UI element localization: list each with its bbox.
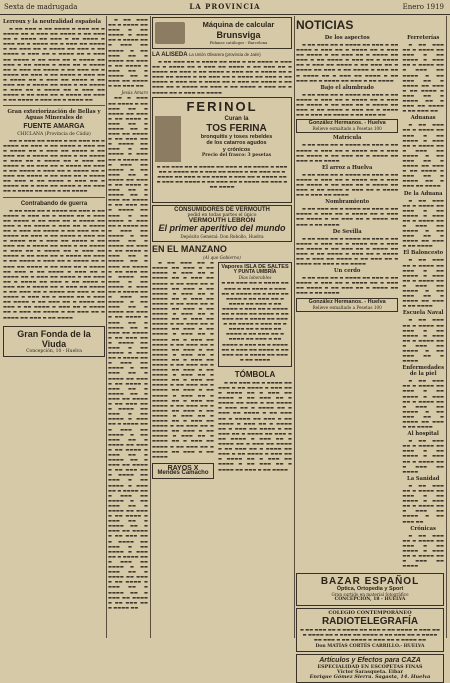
column-1	[3, 17, 105, 638]
ad-ferinol-line5: y crónicos	[222, 146, 251, 153]
column-rule	[294, 16, 295, 638]
body-text: ▬ ▬▬ ▬▬▬ ▬▬ ▬ ▬▬▬▬ ▬▬ ▬▬▬ ▬ ▬▬ ▬▬▬▬ ▬ ▬▬▬ ▬▬ ▬ ▬▬▬▬ ▬▬ ▬ ▬▬▬ ▬▬ ▬▬▬▬ ▬ ▬▬ ▬▬▬ ▬▬ ▬ ▬▬▬▬ ▬▬ ▬▬▬ ▬ ▬▬ ▬▬▬▬ ▬ ▬▬▬ ▬▬ ▬ ▬▬▬▬ ▬▬ ▬ ▬▬▬ ▬▬ ▬▬▬▬ ▬ ▬▬ ▬▬▬ ▬▬ ▬ ▬▬▬▬ ▬▬ ▬▬▬ ▬ ▬▬ ▬▬▬▬ ▬ ▬▬▬ ▬▬ ▬ ▬▬▬▬ ▬▬ ▬ ▬▬▬ ▬▬ ▬▬▬▬ ▬ ▬▬ ▬▬▬ ▬▬ ▬ ▬▬▬▬ ▬▬ ▬▬▬ ▬ ▬▬ ▬▬▬▬ ▬ ▬▬▬ ▬▬ ▬ ▬▬▬▬ ▬▬ ▬ ▬▬▬ ▬▬ ▬▬▬▬ ▬ ▬▬ ▬▬▬ ▬▬ ▬ ▬▬▬▬ ▬▬ ▬▬▬ ▬ ▬▬ ▬▬▬▬ ▬ ▬▬▬ ▬▬ ▬ ▬▬▬▬ ▬▬ ▬ ▬▬▬ ▬▬ ▬▬▬▬ ▬ ▬▬ ▬▬▬ ▬▬ ▬ ▬▬▬▬ ▬▬ ▬▬▬ ▬ ▬▬ ▬▬▬▬ ▬ ▬▬▬ ▬▬ ▬ ▬▬▬▬ ▬▬ ▬ ▬▬▬ ▬▬ ▬▬▬▬ ▬ ▬▬ ▬▬▬ ▬▬ ▬ ▬▬▬▬ ▬▬ ▬▬▬ ▬ ▬▬ ▬▬▬▬ ▬ ▬▬▬ ▬▬ ▬ ▬▬▬▬ ▬▬ ▬ ▬▬▬ ▬▬ ▬▬▬▬ ▬ ▬▬ ▬▬▬ ▬▬ ▬ ▬▬▬▬ ▬▬ ▬▬▬ ▬ ▬▬ ▬▬▬▬ ▬ ▬▬▬ ▬▬ ▬ ▬▬▬▬ ▬▬ ▬ ▬▬▬ ▬▬ ▬▬▬▬ ▬ ▬▬ ▬▬▬ ▬▬ ▬ ▬▬▬▬ ▬▬ ▬▬▬ ▬ ▬▬ ▬▬▬▬ ▬ ▬▬▬ ▬▬ ▬ ▬▬▬▬ ▬▬ ▬ ▬▬▬ ▬▬ ▬▬▬▬ ▬ ▬▬ ▬▬▬ ▬▬ ▬ ▬▬▬▬ ▬▬ ▬▬▬ ▬ ▬▬ ▬▬▬▬	[3, 207, 105, 320]
noticia-heading: De la Aduana	[403, 190, 443, 197]
ad-brunsviga	[152, 17, 292, 49]
subhead-manzano: (Al que Gobierno)	[203, 255, 241, 261]
byline: Jesús Amaro	[121, 90, 148, 96]
noticia-heading: La Sanidad	[407, 475, 440, 482]
ad-brunsviga-title: Máquina de calcular	[202, 20, 275, 30]
subhead-chiclana: CHICLANA (Provincia de Cádiz)	[17, 132, 91, 138]
body-text: ▬ ▬▬ ▬▬▬ ▬▬ ▬ ▬▬▬▬ ▬▬ ▬▬▬ ▬ ▬▬ ▬▬▬▬ ▬ ▬▬▬ ▬▬ ▬ ▬▬▬▬ ▬▬ ▬ ▬▬▬ ▬▬ ▬▬▬▬ ▬ ▬▬ ▬▬▬ ▬▬ ▬ ▬▬▬▬ ▬▬ ▬▬▬ ▬ ▬▬ ▬▬▬▬	[402, 378, 444, 430]
ad-gonzalez-name: González Hermanos. - Huelva	[308, 120, 386, 127]
noticia-heading: Bajo el alumbrado	[320, 84, 374, 91]
body-text: ▬ ▬▬ ▬▬▬ ▬▬ ▬ ▬▬▬▬ ▬▬ ▬▬▬ ▬ ▬▬ ▬▬▬▬ ▬ ▬▬▬ ▬▬ ▬ ▬▬▬▬ ▬▬ ▬ ▬▬▬ ▬▬ ▬▬▬▬ ▬ ▬▬ ▬▬▬ ▬▬ ▬ ▬▬▬▬ ▬▬ ▬▬▬ ▬ ▬▬ ▬▬▬▬ ▬ ▬▬▬ ▬▬ ▬ ▬▬▬▬ ▬▬ ▬ ▬▬▬ ▬▬ ▬▬▬▬ ▬ ▬▬ ▬▬▬ ▬▬	[296, 91, 399, 118]
noticia-heading: Enfermedades de la piel	[402, 365, 444, 378]
ad-caza-title: Artículos y Efectos para CAZA	[319, 657, 421, 664]
noticia-heading: De Sevilla	[332, 228, 362, 235]
body-text: ▬ ▬▬ ▬▬▬ ▬▬ ▬ ▬▬▬▬ ▬▬ ▬▬▬ ▬ ▬▬ ▬▬▬▬ ▬ ▬▬▬ ▬▬ ▬ ▬▬▬▬ ▬▬ ▬ ▬▬▬ ▬▬ ▬▬▬▬	[402, 532, 444, 569]
ad-vermouth-tagline: El primer aperitivo del mundo	[158, 222, 286, 233]
column-rule	[106, 16, 107, 638]
body-text: ▬▬ ▬ ▬▬▬ ▬▬ ▬▬▬▬ ▬ ▬▬ ▬▬▬ ▬▬ ▬ ▬▬▬▬ ▬▬ ▬▬▬ ▬ ▬▬ ▬▬▬▬ ▬ ▬▬▬ ▬▬ ▬ ▬▬▬▬ ▬▬ ▬ ▬▬▬ ▬▬ ▬▬▬▬ ▬ ▬▬ ▬▬▬ ▬▬ ▬ ▬▬▬▬ ▬▬ ▬▬▬ ▬ ▬▬ ▬▬▬▬ ▬ ▬▬▬ ▬▬ ▬ ▬▬▬▬ ▬▬ ▬ ▬▬▬ ▬▬ ▬▬▬▬ ▬ ▬▬ ▬▬▬ ▬▬ ▬ ▬▬▬▬ ▬▬ ▬▬▬ ▬ ▬▬ ▬▬▬▬ ▬ ▬▬▬ ▬▬ ▬ ▬▬▬▬ ▬▬ ▬ ▬▬▬ ▬▬ ▬▬▬▬ ▬ ▬▬ ▬▬▬ ▬▬ ▬ ▬▬▬▬ ▬▬ ▬▬▬ ▬ ▬▬ ▬▬▬▬ ▬ ▬▬▬ ▬▬ ▬ ▬▬▬▬ ▬▬ ▬ ▬▬▬ ▬▬ ▬▬▬▬ ▬ ▬▬ ▬▬▬ ▬▬ ▬ ▬▬▬▬ ▬▬ ▬▬▬ ▬ ▬▬ ▬▬▬▬	[3, 137, 105, 194]
ad-colegio-head: COLEGIO CONTEMPORÁNEO	[328, 609, 412, 616]
ad-bazar-line2: Gran surtido en material fotográfico	[331, 592, 409, 598]
body-text: ▬ ▬▬ ▬▬▬ ▬▬ ▬ ▬▬▬▬ ▬▬ ▬▬▬ ▬ ▬▬ ▬▬▬▬ ▬ ▬▬▬ ▬▬ ▬ ▬▬▬▬ ▬▬ ▬ ▬▬▬ ▬▬ ▬▬▬▬ ▬ ▬▬ ▬▬▬ ▬▬ ▬ ▬▬▬▬ ▬▬ ▬▬▬ ▬ ▬▬ ▬▬▬▬	[296, 275, 399, 296]
ad-gonzalez-name: González Hermanos. - Huelva	[308, 298, 386, 305]
body-text: ▬ ▬▬ ▬▬▬ ▬▬ ▬ ▬▬▬▬ ▬▬ ▬▬▬ ▬ ▬▬ ▬▬▬▬ ▬ ▬▬▬ ▬▬ ▬ ▬▬▬▬ ▬▬ ▬ ▬▬▬ ▬▬ ▬▬▬▬ ▬ ▬▬ ▬▬▬ ▬▬ ▬ ▬▬▬▬ ▬▬ ▬▬▬ ▬ ▬▬ ▬▬▬▬ ▬ ▬▬▬ ▬▬ ▬ ▬▬▬▬ ▬▬ ▬ ▬▬▬ ▬▬ ▬▬▬▬ ▬ ▬▬ ▬▬▬ ▬▬ ▬ ▬▬▬▬ ▬▬ ▬▬▬ ▬ ▬▬ ▬▬▬▬ ▬ ▬▬▬ ▬▬ ▬ ▬▬▬▬ ▬▬ ▬ ▬▬▬ ▬▬ ▬▬▬▬ ▬ ▬▬ ▬▬▬ ▬▬ ▬ ▬▬▬▬ ▬▬ ▬▬▬ ▬ ▬▬ ▬▬▬▬ ▬ ▬▬▬ ▬▬ ▬ ▬▬▬▬ ▬▬ ▬ ▬▬▬ ▬▬ ▬▬▬▬ ▬ ▬▬ ▬▬▬ ▬▬ ▬ ▬▬▬▬ ▬▬ ▬▬▬ ▬ ▬▬ ▬▬▬▬	[221, 280, 289, 362]
ad-caza-line3: Enrique Gómez Sierra. Sagasta, 14. Huelva	[309, 674, 431, 681]
body-text: ▬ ▬▬ ▬▬▬ ▬▬ ▬ ▬▬▬▬ ▬▬ ▬▬▬ ▬ ▬▬ ▬▬▬▬ ▬ ▬▬▬ ▬▬ ▬ ▬▬▬▬ ▬▬ ▬ ▬▬▬ ▬▬ ▬▬▬▬ ▬ ▬▬ ▬▬▬ ▬▬ ▬ ▬▬▬▬ ▬▬ ▬▬▬ ▬ ▬▬ ▬▬▬▬	[402, 257, 444, 309]
ad-vermouth-line1: pedid en todas partes el único	[187, 212, 257, 218]
headline-noticias: NOTICIAS	[296, 18, 354, 32]
ad-ferinol-line1: Curan la	[224, 115, 249, 122]
ad-vermouth	[152, 205, 292, 242]
headline-contrabando: Contrabando de guerra	[20, 200, 88, 207]
ad-bazar-espanol	[296, 573, 444, 605]
noticia-heading: El arroz a Huelva	[322, 164, 373, 171]
ad-vapores-note: Días laborables	[238, 275, 272, 281]
ad-vermouth-foot: Depósito General: Don Rebollo, Huelva	[180, 233, 264, 239]
ad-ferinol	[152, 97, 292, 203]
calculator-illustration	[155, 22, 185, 44]
right-heading: El Baloncesto	[403, 250, 444, 257]
divider	[3, 105, 105, 106]
body-text: ▬▬ ▬ ▬▬▬ ▬▬ ▬▬▬▬ ▬ ▬▬ ▬▬▬ ▬▬ ▬ ▬▬▬▬ ▬▬ ▬▬▬ ▬ ▬▬ ▬▬▬▬ ▬ ▬▬▬ ▬▬ ▬ ▬▬▬▬ ▬▬ ▬ ▬▬▬ ▬▬ ▬▬▬▬ ▬ ▬▬ ▬▬▬ ▬▬ ▬ ▬▬▬▬ ▬▬ ▬▬▬ ▬ ▬▬ ▬▬▬▬ ▬ ▬▬▬ ▬▬ ▬ ▬▬▬▬ ▬▬ ▬ ▬▬▬ ▬▬ ▬▬▬▬ ▬ ▬▬ ▬▬▬ ▬▬ ▬ ▬▬▬▬ ▬▬ ▬▬▬ ▬ ▬▬ ▬▬▬▬ ▬ ▬▬▬ ▬▬ ▬ ▬▬▬▬ ▬▬ ▬ ▬▬▬ ▬▬ ▬▬▬▬ ▬ ▬▬ ▬▬▬ ▬▬ ▬ ▬▬▬▬ ▬▬ ▬▬▬ ▬ ▬▬ ▬▬▬▬ ▬ ▬▬▬ ▬▬ ▬ ▬▬▬▬ ▬▬ ▬ ▬▬▬ ▬▬ ▬▬▬▬ ▬ ▬▬ ▬▬▬ ▬▬ ▬ ▬▬▬▬ ▬▬ ▬▬▬ ▬ ▬▬ ▬▬▬▬ ▬ ▬▬▬ ▬▬ ▬ ▬▬▬▬ ▬▬ ▬ ▬▬▬ ▬▬ ▬▬▬▬ ▬ ▬▬ ▬▬▬ ▬▬ ▬ ▬▬▬▬ ▬▬ ▬▬▬ ▬ ▬▬ ▬▬▬▬ ▬ ▬▬▬ ▬▬ ▬ ▬▬▬▬ ▬▬ ▬ ▬▬▬ ▬▬ ▬▬▬▬ ▬ ▬▬ ▬▬▬ ▬▬ ▬ ▬▬▬▬ ▬▬ ▬▬▬ ▬ ▬▬ ▬▬▬▬ ▬ ▬▬▬ ▬▬ ▬ ▬▬▬▬ ▬▬ ▬ ▬▬▬ ▬▬ ▬▬▬▬ ▬ ▬▬ ▬▬▬ ▬▬ ▬ ▬▬▬▬ ▬▬ ▬▬▬ ▬ ▬▬ ▬▬▬▬ ▬ ▬▬▬ ▬▬ ▬ ▬▬▬▬ ▬▬ ▬ ▬▬▬ ▬▬ ▬▬▬▬ ▬ ▬▬ ▬▬▬ ▬▬ ▬ ▬▬▬▬ ▬▬ ▬▬▬ ▬ ▬▬ ▬▬▬▬ ▬ ▬▬▬ ▬▬ ▬ ▬▬▬▬ ▬▬ ▬ ▬▬▬ ▬▬ ▬▬▬▬ ▬ ▬▬ ▬▬▬ ▬▬ ▬ ▬▬▬▬ ▬▬ ▬▬▬ ▬ ▬▬ ▬▬▬▬ ▬ ▬▬▬ ▬▬ ▬ ▬▬▬▬ ▬▬ ▬ ▬▬▬ ▬▬ ▬▬▬▬ ▬ ▬▬ ▬▬▬ ▬▬ ▬ ▬▬▬▬ ▬▬ ▬▬▬ ▬ ▬▬ ▬▬▬▬ ▬ ▬▬▬ ▬▬ ▬ ▬▬▬▬ ▬▬ ▬ ▬▬▬ ▬▬ ▬▬▬▬ ▬ ▬▬ ▬▬▬ ▬▬ ▬ ▬▬▬▬ ▬▬ ▬▬▬ ▬ ▬▬ ▬▬▬▬ ▬ ▬▬▬ ▬▬ ▬ ▬▬▬▬ ▬▬ ▬ ▬▬▬ ▬▬ ▬▬▬▬ ▬ ▬▬ ▬▬▬ ▬▬ ▬ ▬▬▬▬ ▬▬ ▬▬▬ ▬ ▬▬ ▬▬▬▬ ▬ ▬▬▬ ▬▬ ▬ ▬▬▬▬ ▬▬ ▬ ▬▬▬ ▬▬ ▬▬▬▬ ▬ ▬▬ ▬▬▬ ▬▬ ▬ ▬▬▬▬ ▬▬ ▬▬▬ ▬ ▬▬ ▬▬▬▬ ▬ ▬▬▬ ▬▬ ▬ ▬▬▬▬ ▬▬ ▬ ▬▬▬ ▬▬ ▬▬▬▬ ▬ ▬▬ ▬▬▬ ▬▬ ▬ ▬▬▬▬ ▬▬ ▬▬▬ ▬ ▬▬ ▬▬▬▬ ▬ ▬▬▬ ▬▬ ▬ ▬▬▬▬ ▬▬ ▬ ▬▬▬ ▬▬ ▬▬▬▬ ▬ ▬▬ ▬▬▬ ▬▬ ▬ ▬▬▬▬ ▬▬	[108, 95, 148, 610]
body-text: ▬ ▬▬ ▬▬▬ ▬▬ ▬ ▬▬▬▬ ▬▬ ▬▬▬ ▬ ▬▬ ▬▬▬▬ ▬ ▬▬▬ ▬▬ ▬ ▬▬▬▬ ▬▬ ▬ ▬▬▬ ▬▬ ▬▬▬▬ ▬ ▬▬ ▬▬▬ ▬▬ ▬ ▬▬▬▬ ▬▬ ▬▬▬ ▬ ▬▬ ▬▬▬▬	[296, 142, 399, 163]
aliseda-title: LA ALISEDA	[152, 52, 188, 58]
ad-gran-fonda-sub: Concepción, 10 - Huelva	[26, 348, 82, 354]
ad-bazar-line3: CONCEPCIÓN, 18 - HUELVA	[334, 597, 406, 603]
headline-tombola: TÓMBOLA	[234, 369, 276, 379]
body-text: ▬ ▬▬ ▬▬▬ ▬▬ ▬ ▬▬▬▬ ▬▬ ▬▬▬ ▬ ▬▬ ▬▬▬▬ ▬ ▬▬▬ ▬▬ ▬ ▬▬▬▬ ▬▬ ▬ ▬▬▬ ▬▬ ▬▬▬▬ ▬ ▬▬ ▬▬▬ ▬▬ ▬ ▬▬▬▬ ▬▬ ▬▬▬ ▬ ▬▬ ▬▬▬▬ ▬ ▬▬▬ ▬▬ ▬ ▬▬▬▬ ▬▬ ▬ ▬▬▬ ▬▬ ▬▬▬▬ ▬ ▬▬ ▬▬▬ ▬▬ ▬ ▬▬▬▬ ▬▬ ▬▬▬ ▬ ▬▬ ▬▬▬▬ ▬ ▬▬▬ ▬▬ ▬ ▬▬▬▬ ▬▬ ▬ ▬▬▬ ▬▬ ▬▬▬▬ ▬ ▬▬ ▬▬▬ ▬▬ ▬ ▬▬▬▬ ▬▬ ▬▬▬ ▬ ▬▬ ▬▬▬▬ ▬ ▬▬▬ ▬▬ ▬ ▬▬▬▬ ▬▬ ▬ ▬▬▬ ▬▬ ▬▬▬▬ ▬ ▬▬ ▬▬▬ ▬▬ ▬ ▬▬▬▬ ▬▬ ▬▬▬ ▬ ▬▬ ▬▬▬▬ ▬ ▬▬▬ ▬▬ ▬ ▬▬▬▬ ▬▬ ▬ ▬▬▬ ▬▬ ▬▬▬▬ ▬ ▬▬ ▬▬▬ ▬▬ ▬ ▬▬▬▬ ▬▬ ▬▬▬ ▬ ▬▬ ▬▬▬▬	[218, 379, 292, 472]
column-2	[108, 17, 148, 638]
body-text: ▬ ▬▬ ▬▬▬ ▬▬ ▬ ▬▬▬▬ ▬▬ ▬▬▬ ▬ ▬▬ ▬▬▬▬ ▬ ▬▬▬ ▬▬ ▬ ▬▬▬▬ ▬▬ ▬ ▬▬▬ ▬▬ ▬▬▬▬ ▬ ▬▬ ▬▬▬ ▬▬ ▬ ▬▬▬▬ ▬▬ ▬▬▬ ▬ ▬▬ ▬▬▬▬ ▬ ▬▬▬ ▬▬ ▬ ▬▬▬▬ ▬▬ ▬ ▬▬▬ ▬▬ ▬▬▬▬ ▬ ▬▬ ▬▬▬ ▬▬ ▬ ▬▬▬▬ ▬▬ ▬▬▬ ▬ ▬▬ ▬▬▬▬	[156, 163, 288, 190]
noticia-heading: Matrícula	[332, 135, 362, 142]
masthead	[0, 0, 450, 15]
ad-ferinol-brand: FERINOL	[186, 98, 258, 114]
ad-gonzalez-2	[296, 298, 398, 312]
ad-vapores-sub: Y PUNTA UMBRÍA	[233, 269, 277, 276]
ad-vermouth-head: CONSUMIDORES DE VERMOUTH	[174, 206, 270, 213]
body-text: ▬ ▬▬ ▬▬▬ ▬▬ ▬ ▬▬▬▬ ▬▬ ▬▬▬ ▬ ▬▬ ▬▬▬▬ ▬ ▬▬▬ ▬▬ ▬ ▬▬▬▬ ▬▬ ▬ ▬▬▬ ▬▬ ▬▬▬▬ ▬ ▬▬ ▬▬▬ ▬▬ ▬ ▬▬▬▬ ▬▬ ▬▬▬ ▬ ▬▬ ▬▬▬▬ ▬ ▬▬▬ ▬▬ ▬ ▬▬▬▬ ▬▬ ▬ ▬▬▬ ▬▬ ▬▬▬▬	[296, 171, 399, 198]
right-heading: Ferreterías	[407, 35, 440, 41]
ad-bazar-line1: Óptica, Ortopedia y Sport	[336, 586, 404, 593]
body-text: ▬ ▬▬ ▬▬▬ ▬▬ ▬ ▬▬▬▬ ▬▬ ▬▬▬ ▬ ▬▬ ▬▬▬▬ ▬ ▬▬▬ ▬▬ ▬ ▬▬▬▬ ▬▬ ▬ ▬▬▬ ▬▬ ▬▬▬▬ ▬ ▬▬ ▬▬▬ ▬▬ ▬ ▬▬▬▬ ▬▬ ▬▬▬ ▬ ▬▬ ▬▬▬▬ ▬ ▬▬▬ ▬▬ ▬ ▬▬▬▬ ▬▬ ▬ ▬▬▬ ▬▬ ▬▬▬▬ ▬ ▬▬ ▬▬▬ ▬▬ ▬ ▬▬▬▬ ▬▬ ▬▬▬ ▬ ▬▬ ▬▬▬▬ ▬ ▬▬▬ ▬▬ ▬ ▬▬▬▬ ▬▬ ▬ ▬▬▬ ▬▬ ▬▬▬▬ ▬ ▬▬ ▬▬▬ ▬▬ ▬ ▬▬▬▬ ▬▬ ▬▬▬ ▬ ▬▬ ▬▬▬▬	[296, 42, 399, 83]
ad-rayos-name: Mendes Camacho	[157, 469, 209, 476]
ad-colegio-foot: Don MATÍAS CORTÉS CARRILLO.- HUELVA	[315, 643, 425, 649]
ad-vapores	[218, 262, 292, 367]
ad-vapores-title: Vapores ISLA DE SALTES	[221, 264, 289, 271]
body-text: ▬ ▬▬ ▬▬▬ ▬▬ ▬ ▬▬▬▬ ▬▬ ▬▬▬ ▬ ▬▬ ▬▬▬▬ ▬ ▬▬▬ ▬▬ ▬ ▬▬▬▬ ▬▬ ▬ ▬▬▬ ▬▬ ▬▬▬▬ ▬ ▬▬ ▬▬▬ ▬▬ ▬ ▬▬▬▬ ▬▬ ▬▬▬ ▬ ▬▬ ▬▬▬▬	[296, 206, 399, 227]
ad-gonzalez-1	[296, 119, 398, 133]
body-text: ▬ ▬▬ ▬▬▬ ▬▬ ▬ ▬▬▬▬ ▬▬ ▬▬▬ ▬ ▬▬ ▬▬▬▬ ▬ ▬▬▬ ▬▬ ▬ ▬▬▬▬ ▬▬ ▬ ▬▬▬ ▬▬ ▬▬▬▬	[402, 438, 444, 474]
ad-bazar-title: BAZAR ESPAÑOL	[320, 576, 420, 588]
column-rule	[446, 16, 447, 638]
aliseda-sub: La Unión Olivarera (provincia de Jaén)	[189, 52, 261, 57]
noticia-heading: Nombramiento	[325, 199, 370, 206]
masthead-date: Enero 1919	[402, 3, 444, 11]
ad-caza-line2: Víctor Sarasqueta. Eibar	[336, 669, 403, 676]
noticia-heading: De los aspectos	[324, 35, 370, 41]
noticia-heading: Al hospital	[407, 431, 439, 438]
body-text: ▬ ▬▬ ▬▬▬ ▬▬ ▬ ▬▬▬▬ ▬▬ ▬▬▬ ▬ ▬▬ ▬▬▬▬ ▬ ▬▬▬ ▬▬ ▬ ▬▬▬▬ ▬▬ ▬ ▬▬▬ ▬▬ ▬▬▬▬ ▬ ▬▬ ▬▬▬ ▬▬	[402, 482, 444, 524]
ad-brunsviga-sub: Pídanse catálogos - Barcelona	[209, 39, 268, 45]
ad-caza	[296, 654, 444, 683]
body-text: ▬ ▬▬ ▬▬▬ ▬▬ ▬ ▬▬▬▬ ▬▬ ▬▬▬ ▬ ▬▬ ▬▬▬▬ ▬ ▬▬▬ ▬▬ ▬ ▬▬▬▬ ▬▬ ▬ ▬▬▬ ▬▬ ▬▬▬▬ ▬ ▬▬ ▬▬▬ ▬▬ ▬ ▬▬▬▬ ▬▬ ▬▬▬ ▬ ▬▬ ▬▬▬▬ ▬ ▬▬▬ ▬▬ ▬ ▬▬▬▬ ▬▬ ▬ ▬▬▬ ▬▬ ▬▬▬▬ ▬ ▬▬ ▬▬▬ ▬▬	[108, 17, 148, 89]
headline-manzano: EN EL MANZANO	[152, 244, 227, 255]
ad-colegio-title: RADIOTELEGRAFÍA	[321, 615, 419, 627]
noticia-heading: Escuela Naval	[402, 310, 444, 317]
column-3	[152, 17, 292, 638]
divider	[3, 197, 105, 198]
ad-rayos-x	[152, 463, 214, 479]
headline-aguas: Gran exteriorización de Bellas y Aguas Minerales de	[7, 109, 101, 122]
ad-brunsviga-brand: Brunsviga	[216, 29, 261, 40]
right-heading: Crónicas	[410, 525, 436, 532]
body-text: ▬ ▬▬ ▬▬▬ ▬▬ ▬ ▬▬▬▬ ▬▬ ▬▬▬ ▬ ▬▬ ▬▬▬▬ ▬ ▬▬▬ ▬▬ ▬ ▬▬▬▬ ▬▬ ▬ ▬▬▬ ▬▬ ▬▬▬▬ ▬ ▬▬ ▬▬▬ ▬▬ ▬ ▬▬▬▬ ▬▬ ▬▬▬ ▬ ▬▬ ▬▬▬▬ ▬ ▬▬▬ ▬▬ ▬ ▬▬▬▬ ▬▬ ▬ ▬▬▬ ▬▬ ▬▬▬▬ ▬ ▬▬ ▬▬▬ ▬▬ ▬ ▬▬▬▬ ▬▬ ▬▬▬ ▬ ▬▬ ▬▬▬▬ ▬ ▬▬▬ ▬▬ ▬ ▬▬▬▬ ▬▬ ▬ ▬▬▬ ▬▬ ▬▬▬▬ ▬ ▬▬ ▬▬▬ ▬▬ ▬ ▬▬▬▬ ▬▬ ▬▬▬ ▬ ▬▬ ▬▬▬▬ ▬ ▬▬▬ ▬▬ ▬ ▬▬▬▬ ▬▬ ▬ ▬▬▬ ▬▬ ▬▬▬▬ ▬ ▬▬ ▬▬▬ ▬▬ ▬ ▬▬▬▬ ▬▬ ▬▬▬ ▬ ▬▬ ▬▬▬▬ ▬ ▬▬▬ ▬▬ ▬ ▬▬▬▬ ▬▬ ▬ ▬▬▬ ▬▬ ▬▬▬▬ ▬ ▬▬ ▬▬▬ ▬▬ ▬ ▬▬▬▬ ▬▬ ▬▬▬ ▬ ▬▬ ▬▬▬▬ ▬ ▬▬▬ ▬▬ ▬ ▬▬▬▬ ▬▬ ▬ ▬▬▬ ▬▬ ▬▬▬▬ ▬ ▬▬ ▬▬▬ ▬▬ ▬ ▬▬▬▬ ▬▬ ▬▬▬ ▬ ▬▬ ▬▬▬▬ ▬ ▬▬▬ ▬▬ ▬ ▬▬▬▬ ▬▬ ▬ ▬▬▬ ▬▬ ▬▬▬▬ ▬ ▬▬ ▬▬▬ ▬▬ ▬ ▬▬▬▬ ▬▬ ▬▬▬ ▬ ▬▬ ▬▬▬▬ ▬ ▬▬▬ ▬▬ ▬ ▬▬▬▬ ▬▬ ▬ ▬▬▬ ▬▬ ▬▬▬▬ ▬ ▬▬ ▬▬▬ ▬▬ ▬ ▬▬▬▬ ▬▬ ▬▬▬ ▬ ▬▬ ▬▬▬▬ ▬ ▬▬▬ ▬▬ ▬ ▬▬▬▬ ▬▬ ▬ ▬▬▬ ▬▬ ▬▬▬▬ ▬ ▬▬ ▬▬▬ ▬▬ ▬ ▬▬▬▬ ▬▬ ▬▬▬ ▬ ▬▬ ▬▬▬▬	[152, 260, 214, 459]
body-text: ▬ ▬▬ ▬▬▬ ▬▬ ▬ ▬▬▬▬ ▬▬ ▬▬▬ ▬ ▬▬ ▬▬▬▬ ▬ ▬▬▬ ▬▬ ▬ ▬▬▬▬ ▬▬ ▬ ▬▬▬ ▬▬ ▬▬▬▬ ▬ ▬▬ ▬▬▬ ▬▬ ▬ ▬▬▬▬ ▬▬ ▬▬▬ ▬ ▬▬ ▬▬▬▬	[402, 197, 444, 249]
body-text: ▬ ▬▬ ▬▬▬ ▬▬ ▬ ▬▬▬▬ ▬▬ ▬▬▬ ▬ ▬▬ ▬▬▬▬ ▬ ▬▬▬ ▬▬ ▬ ▬▬▬▬ ▬▬ ▬ ▬▬▬ ▬▬ ▬▬▬▬ ▬ ▬▬ ▬▬▬ ▬▬ ▬ ▬▬▬▬ ▬▬ ▬▬▬ ▬ ▬▬ ▬▬▬▬ ▬ ▬▬▬ ▬▬ ▬ ▬▬▬▬ ▬▬ ▬ ▬▬▬ ▬▬ ▬▬▬▬ ▬ ▬▬ ▬▬▬ ▬▬	[402, 42, 444, 114]
ad-ferinol-line2: TOS FERINA	[206, 122, 267, 134]
noticia-heading: Un cerdo	[333, 268, 361, 275]
ad-ferinol-line3: bronquitis y toses rebeldes	[200, 133, 273, 140]
ad-caza-line1: ESPECIALIDAD EN ESCOPETAS FINAS	[317, 664, 423, 670]
body-text: ▬ ▬▬ ▬▬▬ ▬▬ ▬ ▬▬▬▬ ▬▬ ▬▬▬ ▬ ▬▬ ▬▬▬▬ ▬ ▬▬▬ ▬▬ ▬ ▬▬▬▬ ▬▬ ▬ ▬▬▬ ▬▬ ▬▬▬▬ ▬ ▬▬ ▬▬▬ ▬▬ ▬ ▬▬▬▬ ▬▬ ▬▬▬ ▬ ▬▬ ▬▬▬▬ ▬ ▬▬▬ ▬▬ ▬ ▬▬▬▬ ▬▬ ▬ ▬▬▬ ▬▬ ▬▬▬▬ ▬ ▬▬ ▬▬▬ ▬▬ ▬ ▬▬▬▬ ▬▬ ▬▬▬ ▬ ▬▬ ▬▬▬▬	[296, 235, 399, 267]
ad-gran-fonda-title: Gran Fonda de la Viuda	[17, 328, 91, 349]
column-rule	[150, 16, 151, 638]
body-text: ▬ ▬▬ ▬▬▬ ▬▬ ▬ ▬▬▬▬ ▬▬ ▬▬▬ ▬ ▬▬ ▬▬▬▬ ▬ ▬▬▬ ▬▬ ▬ ▬▬▬▬ ▬▬ ▬ ▬▬▬ ▬▬ ▬▬▬▬ ▬ ▬▬ ▬▬▬ ▬▬ ▬ ▬▬▬▬ ▬▬ ▬▬▬ ▬ ▬▬ ▬▬▬▬ ▬ ▬▬▬ ▬▬ ▬ ▬▬▬▬ ▬▬ ▬ ▬▬▬ ▬▬ ▬▬▬▬ ▬ ▬▬ ▬▬▬ ▬▬ ▬ ▬▬▬▬ ▬▬ ▬▬▬ ▬ ▬▬ ▬▬▬▬ ▬ ▬▬▬ ▬▬ ▬ ▬▬▬▬ ▬▬ ▬ ▬▬▬ ▬▬ ▬▬▬▬ ▬ ▬▬ ▬▬▬ ▬▬ ▬ ▬▬▬▬ ▬▬ ▬▬▬ ▬ ▬▬ ▬▬▬▬ ▬ ▬▬▬ ▬▬ ▬ ▬▬▬▬ ▬▬ ▬ ▬▬▬ ▬▬ ▬▬▬▬	[152, 59, 292, 95]
body-text: ▬ ▬▬ ▬▬▬ ▬▬ ▬ ▬▬▬▬ ▬▬ ▬▬▬ ▬ ▬▬ ▬▬▬▬ ▬ ▬▬▬ ▬▬ ▬ ▬▬▬▬ ▬▬ ▬ ▬▬▬ ▬▬ ▬▬▬▬ ▬ ▬▬ ▬▬▬ ▬▬ ▬ ▬▬▬▬ ▬▬ ▬▬▬ ▬ ▬▬ ▬▬▬▬ ▬ ▬▬▬ ▬▬ ▬ ▬▬▬▬ ▬▬ ▬ ▬▬▬ ▬▬ ▬▬▬▬	[402, 122, 444, 189]
ad-gonzalez-sub: Relieve esmaltado a Pesetas 100	[312, 304, 382, 310]
body-text: ▬ ▬▬ ▬▬▬ ▬▬ ▬ ▬▬▬▬ ▬▬ ▬▬▬ ▬ ▬▬ ▬▬▬▬ ▬ ▬▬▬ ▬▬ ▬ ▬▬▬▬ ▬▬ ▬ ▬▬▬ ▬▬ ▬▬▬▬ ▬ ▬▬ ▬▬▬ ▬▬ ▬ ▬▬▬▬	[402, 317, 444, 364]
ad-ferinol-price: Precio del frasco: 3 pesetas	[201, 153, 272, 159]
ad-rayos-title: RAYOS X	[167, 464, 199, 472]
ad-colegio	[296, 608, 444, 652]
headline-lerroux: Lerroux y la neutralidad española	[3, 19, 101, 25]
ad-gonzalez-sub: Relieve esmaltado a Pesetas 100	[312, 126, 382, 132]
column-4	[296, 17, 444, 681]
headline-aliseda	[152, 52, 292, 58]
right-heading: Aduanas	[410, 115, 436, 122]
masthead-title: LA PROVINCIA	[189, 2, 261, 11]
body-text: ▬ ▬▬ ▬▬▬ ▬ ▬▬ ▬▬▬▬ ▬ ▬▬▬ ▬▬ ▬ ▬▬▬▬ ▬▬ ▬ ▬▬▬ ▬▬ ▬▬▬▬ ▬ ▬▬ ▬▬▬ ▬▬ ▬ ▬▬▬▬ ▬▬ ▬▬▬ ▬ ▬▬ ▬▬▬▬ ▬ ▬▬▬ ▬▬ ▬ ▬▬▬▬ ▬▬ ▬ ▬▬▬ ▬▬ ▬▬▬▬ ▬ ▬▬ ▬▬▬ ▬▬ ▬ ▬▬▬▬ ▬▬ ▬▬▬ ▬ ▬▬ ▬▬▬▬ ▬ ▬▬▬ ▬▬ ▬ ▬▬▬▬ ▬▬ ▬ ▬▬▬ ▬▬ ▬▬▬▬ ▬ ▬▬ ▬▬▬ ▬▬ ▬ ▬▬▬▬ ▬▬ ▬▬▬ ▬ ▬▬ ▬▬▬▬ ▬ ▬▬▬ ▬▬ ▬ ▬▬▬▬ ▬▬ ▬ ▬▬▬ ▬▬ ▬▬▬▬ ▬ ▬▬ ▬▬▬ ▬▬ ▬ ▬▬▬▬ ▬▬ ▬▬▬ ▬ ▬▬ ▬▬▬▬ ▬ ▬▬▬ ▬▬ ▬ ▬▬▬▬ ▬▬ ▬ ▬▬▬ ▬▬ ▬▬▬▬ ▬ ▬▬ ▬▬▬ ▬▬ ▬ ▬▬▬▬ ▬▬ ▬▬▬ ▬ ▬▬ ▬▬▬▬ ▬ ▬▬▬ ▬▬ ▬ ▬▬▬▬ ▬▬ ▬ ▬▬▬ ▬▬ ▬▬▬▬ ▬ ▬▬ ▬▬▬ ▬▬ ▬ ▬▬▬▬ ▬▬ ▬▬▬ ▬ ▬▬ ▬▬▬▬ ▬ ▬▬▬ ▬▬ ▬ ▬▬▬▬ ▬▬	[3, 26, 105, 103]
bottle-illustration	[155, 116, 181, 162]
body-text: ▬ ▬▬ ▬▬▬ ▬▬ ▬ ▬▬▬▬ ▬▬ ▬▬▬ ▬ ▬▬ ▬▬▬▬ ▬ ▬▬▬ ▬▬ ▬ ▬▬▬▬ ▬▬ ▬ ▬▬▬ ▬▬ ▬▬▬▬ ▬ ▬▬ ▬▬▬ ▬▬ ▬ ▬▬▬▬ ▬▬ ▬▬▬ ▬ ▬▬ ▬▬▬▬ ▬ ▬▬▬ ▬▬ ▬ ▬▬▬▬ ▬▬	[300, 626, 440, 642]
ad-vermouth-brand: VERMOUTH LEBRÓN	[188, 216, 256, 224]
masthead-left: Sexta de madrugada	[4, 3, 78, 11]
ad-gran-fonda	[3, 326, 105, 357]
ad-ferinol-line4: de los catarros agudos	[206, 140, 267, 147]
headline-fuente-amarga: FUENTE AMARGA	[23, 123, 85, 131]
